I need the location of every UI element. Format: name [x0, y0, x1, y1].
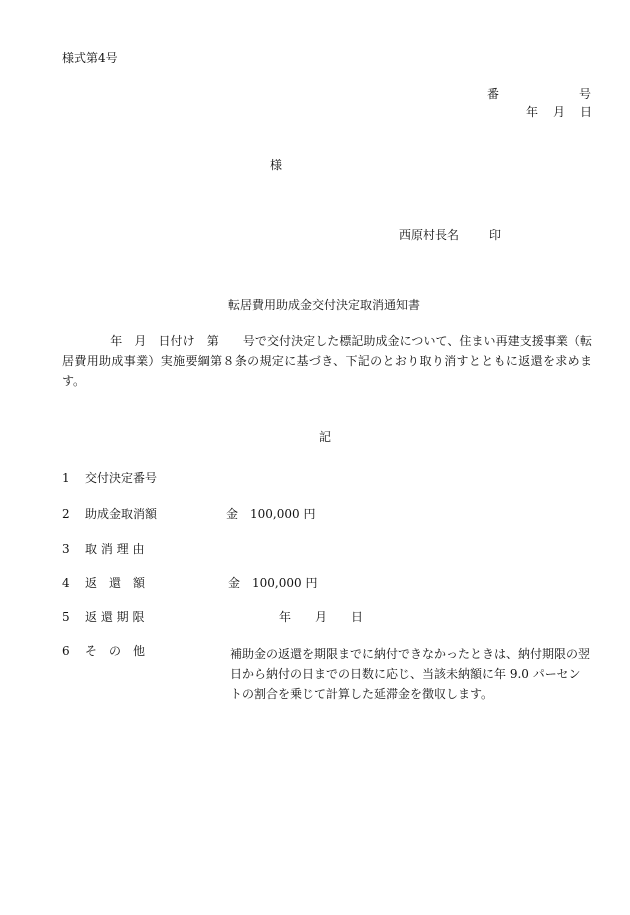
form-number: 様式第4号	[62, 51, 118, 65]
item-value-other: 補助金の返還を期限までに納付できなかったときは、納付期限の翌日から納付の日までの日数に応じ、当該未納額に年 9.0 パーセントの割合を乗じて計算した延滞金を徴収します。	[230, 647, 591, 701]
date-year-label: 年	[526, 105, 539, 119]
item-label-return-deadline: 返 還 期 限	[85, 610, 145, 624]
ki-heading: 記	[319, 430, 332, 444]
sender-name: 西原村長名	[399, 228, 460, 242]
body-paragraph: 年 月 日付け 第 号で交付決定した標記助成金について、住まい再建支援事業（転居費用助成事業）実施要綱第８条の規定に基づき、下記のとおり取り消すとともに返還を求めます。	[62, 334, 592, 388]
item-label-cancel-amount: 助成金取消額	[85, 507, 158, 521]
item-value-cancel-amount: 金 100,000 円	[226, 507, 316, 521]
item-number: 4	[62, 576, 70, 590]
item-label-return-amount: 返 還 額	[85, 576, 146, 590]
item-label-cancel-reason: 取 消 理 由	[85, 542, 145, 556]
item-number: 1	[62, 471, 70, 485]
item-label-decision-number: 交付決定番号	[85, 471, 158, 485]
item-value-return-deadline: 年 月 日	[279, 610, 364, 624]
date-month-label: 月	[553, 105, 566, 119]
document-number-suffix: 号	[579, 87, 592, 101]
date-day-label: 日	[580, 105, 593, 119]
addressee-honorific: 様	[270, 158, 283, 172]
item-label-other: そ の 他	[85, 644, 146, 658]
item-number: 6	[62, 644, 70, 658]
item-value-return-amount: 金 100,000 円	[228, 576, 318, 590]
item-number: 2	[62, 507, 70, 521]
item-number: 5	[62, 610, 70, 624]
document-title: 転居費用助成金交付決定取消通知書	[228, 298, 421, 312]
item-number: 3	[62, 542, 70, 556]
seal-mark: 印	[489, 228, 502, 242]
document-number-label: 番	[487, 87, 500, 101]
